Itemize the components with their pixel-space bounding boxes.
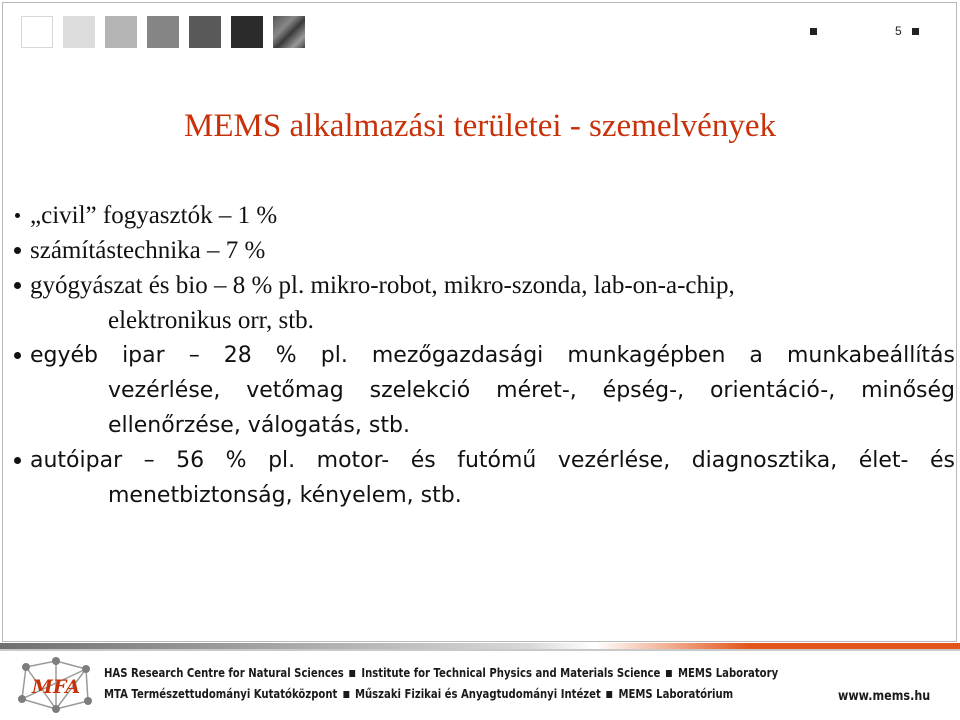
- footer-institute: Institute for Technical Physics and Materials Science: [361, 666, 661, 680]
- bullet-icon: [14, 282, 21, 289]
- list-item-text: autóipar – 56 % pl. motor- és futómű vezérlése, diagnosztika, élet- és: [30, 448, 955, 473]
- footer-lab: MEMS Laboratory: [678, 666, 779, 680]
- list-item-continuation: ellenőrzése, válogatás, stb.: [108, 413, 410, 438]
- footer-url[interactable]: www.mems.hu: [837, 689, 930, 704]
- footer-line-hungarian: [104, 684, 778, 705]
- list-item-text: számítástechnika – 7 %: [30, 237, 266, 264]
- footer-org: MTA Természettudományi Kutatóközpont: [104, 687, 338, 701]
- footer-institute-lines: [104, 663, 778, 705]
- bullet-icon: [14, 352, 21, 359]
- bullet-square-icon: [810, 28, 817, 35]
- bullet-square-icon: [912, 28, 919, 35]
- separator-icon: [607, 691, 613, 698]
- bullet-icon: [14, 457, 21, 464]
- swatch-mid-gray: [147, 16, 179, 48]
- list-item-continuation: vezérlése, vetőmag szelekció méret-, épség-, orientáció-, minőség: [108, 378, 955, 403]
- list-item: [10, 268, 955, 338]
- footer-bar: [0, 643, 960, 657]
- logo-text: MFA: [31, 676, 81, 698]
- separator-icon: [343, 691, 349, 698]
- list-item-text: gyógyászat és bio – 8 % pl. mikro-robot, mikro-szonda, lab-on-a-chip,: [30, 272, 735, 299]
- swatch-white: [21, 16, 53, 48]
- mfa-logo: [18, 655, 94, 717]
- page-number: [810, 24, 919, 38]
- swatch-dark-gray: [189, 16, 221, 48]
- bullet-icon: [15, 213, 20, 218]
- list-item-text: egyéb ipar – 28 % pl. mezőgazdasági munkagépben a munkabeállítás: [30, 343, 955, 368]
- bullet-list: [10, 198, 955, 513]
- list-item-text: „civil” fogyasztók – 1 %: [30, 202, 278, 229]
- footer-institute: Műszaki Fizikai és Anyagtudományi Intézet: [354, 687, 601, 701]
- list-item: [10, 233, 955, 268]
- footer: [0, 643, 960, 720]
- bullet-icon: [14, 247, 21, 254]
- footer-org: HAS Research Centre for Natural Sciences: [104, 666, 344, 680]
- footer-lab: MEMS Laboratórium: [618, 687, 734, 701]
- chip-photo-icon: [273, 16, 305, 48]
- swatch-light-gray: [63, 16, 95, 48]
- list-item-continuation: elektronikus orr, stb.: [108, 307, 314, 334]
- list-item: [10, 198, 955, 233]
- list-item: [10, 338, 955, 443]
- list-item: [10, 443, 955, 513]
- separator-icon: [666, 670, 672, 677]
- separator-icon: [350, 670, 356, 677]
- list-item-continuation: menetbiztonság, kényelem, stb.: [108, 483, 462, 508]
- swatch-gray: [105, 16, 137, 48]
- footer-line-english: [104, 663, 778, 684]
- slide-title: MEMS alkalmazási területei - szemelvények: [184, 108, 776, 144]
- page-number-value: 5: [895, 24, 902, 38]
- header-swatches: [21, 16, 305, 48]
- swatch-black: [231, 16, 263, 48]
